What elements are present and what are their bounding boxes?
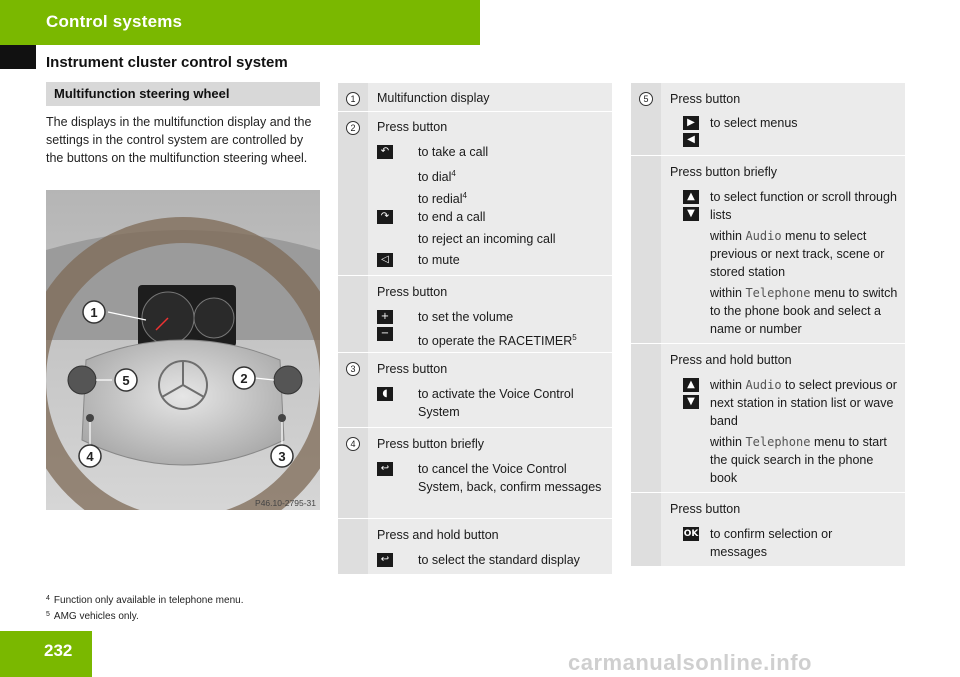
ok-icon: OK — [683, 529, 699, 539]
mute-icon: ◁ — [377, 253, 393, 267]
svg-text:5: 5 — [122, 373, 130, 388]
image-caption: P46.10-2795-31 — [255, 498, 316, 508]
row-5b-item-audio: within Audio menu to select previous or next track, scene or stored station — [710, 229, 885, 279]
arrow-right-icon: ▶ — [683, 116, 699, 130]
controls-table-left — [338, 83, 612, 574]
back-icon: ↩ — [377, 553, 393, 567]
row-5d-item-1: to confirm selection or messages — [710, 527, 833, 559]
table-row-2 — [338, 112, 612, 275]
row-5b-item-telephone: within Telephone menu to switch to the phone book and select a name or number — [710, 286, 898, 336]
page-number-tab — [0, 631, 92, 677]
intro-paragraph: The displays in the multifunction display and the settings in the control system are controlled by the buttons on the multifunction steering wheel. — [46, 115, 312, 165]
svg-text:1: 1 — [90, 305, 98, 320]
row-2b-item-1: to set the volume — [418, 310, 514, 324]
row-number-3: 3 — [346, 362, 360, 376]
table-row-5d — [631, 493, 905, 566]
row-3-label: Press button — [377, 362, 448, 376]
callout-2 — [233, 367, 255, 389]
row-number-5: 5 — [639, 92, 653, 106]
arrow-down-icon: ▼ — [683, 207, 699, 221]
row-5c-label: Press and hold button — [670, 353, 792, 367]
table-row-2b — [338, 276, 612, 352]
row-2-item-3: to redial$^4$ — [418, 191, 467, 206]
row-4b-label: Press and hold button — [377, 528, 499, 542]
minus-icon: − — [377, 327, 393, 341]
back-icon: ↩ — [377, 462, 393, 476]
row-2-item-6: to mute — [418, 253, 460, 267]
callout-5 — [115, 369, 137, 391]
row-4-item-1: to cancel the Voice Control System, back, confirm messages — [418, 462, 602, 494]
row-5b-item-1: to select function or scroll through lists — [710, 190, 897, 222]
row-2-label: Press button — [377, 120, 448, 134]
callout-3 — [271, 445, 293, 467]
section-title: Multifunction steering wheel — [54, 86, 230, 101]
row-number-4: 4 — [346, 437, 360, 451]
row-2-item-5: to reject an incoming call — [418, 232, 556, 246]
row-4-label: Press button briefly — [377, 437, 484, 451]
row-2-item-4: to end a call — [418, 210, 486, 224]
arrow-up-icon: ▲ — [683, 190, 699, 204]
table-row-5c — [631, 344, 905, 492]
chapter-title: Control systems — [46, 12, 183, 31]
voice-control-icon: ◖ — [377, 387, 393, 401]
header-tab-marker — [0, 45, 36, 69]
svg-text:3: 3 — [278, 449, 286, 464]
row-5d-label: Press button — [670, 502, 741, 516]
row-4b-item-1: to select the standard display — [418, 553, 580, 567]
row-5-label: Press button — [670, 92, 741, 106]
callout-4 — [79, 445, 101, 467]
row-5c-item-telephone: within Telephone menu to start the quick search in the phone book — [710, 435, 887, 485]
table-row-5b — [631, 156, 905, 343]
watermark: carmanualsonline.info — [568, 650, 812, 675]
svg-text:2: 2 — [240, 371, 248, 386]
steering-wheel-illustration — [46, 190, 320, 510]
controls-table-right — [631, 83, 905, 566]
footnote-4: $^4$ Function only available in telephone menu. — [46, 595, 244, 606]
arrow-up-icon: ▲ — [683, 378, 699, 392]
plus-icon: + — [377, 310, 393, 324]
row-2-item-1: to take a call — [418, 145, 489, 159]
table-row-5 — [631, 83, 905, 155]
row-1-text: Multifunction display — [377, 91, 490, 105]
row-5b-label: Press button briefly — [670, 165, 777, 179]
page-number: 232 — [44, 641, 73, 660]
page-subtitle: Instrument cluster control system — [46, 54, 288, 71]
row-2-item-2: to dial$^4$ — [418, 169, 456, 184]
footnote-5: $^5$ AMG vehicles only. — [46, 611, 139, 622]
phone-hangup-icon: ↷ — [377, 210, 393, 224]
phone-answer-icon: ↶ — [377, 145, 393, 159]
row-5-item-1: to select menus — [710, 116, 798, 130]
table-row-1 — [338, 83, 612, 111]
row-2b-label: Press button — [377, 285, 448, 299]
section-heading-bar — [46, 82, 320, 106]
row-number-1: 1 — [346, 92, 360, 106]
row-number-2: 2 — [346, 121, 360, 135]
table-row-4b — [338, 519, 612, 574]
row-3-item-1: to activate the Voice Control System — [418, 387, 574, 419]
row-2b-item-2: to operate the RACETIMER$^5$ — [418, 333, 577, 348]
table-row-3 — [338, 353, 612, 427]
steering-wheel-photo — [46, 190, 320, 510]
table-row-4 — [338, 428, 612, 518]
row-5c-item-audio: within Audio to select previous or next station in station list or wave band — [710, 378, 897, 428]
callout-1 — [83, 301, 105, 323]
svg-text:4: 4 — [86, 449, 94, 464]
arrow-left-icon: ◀ — [683, 133, 699, 147]
arrow-down-icon: ▼ — [683, 395, 699, 409]
